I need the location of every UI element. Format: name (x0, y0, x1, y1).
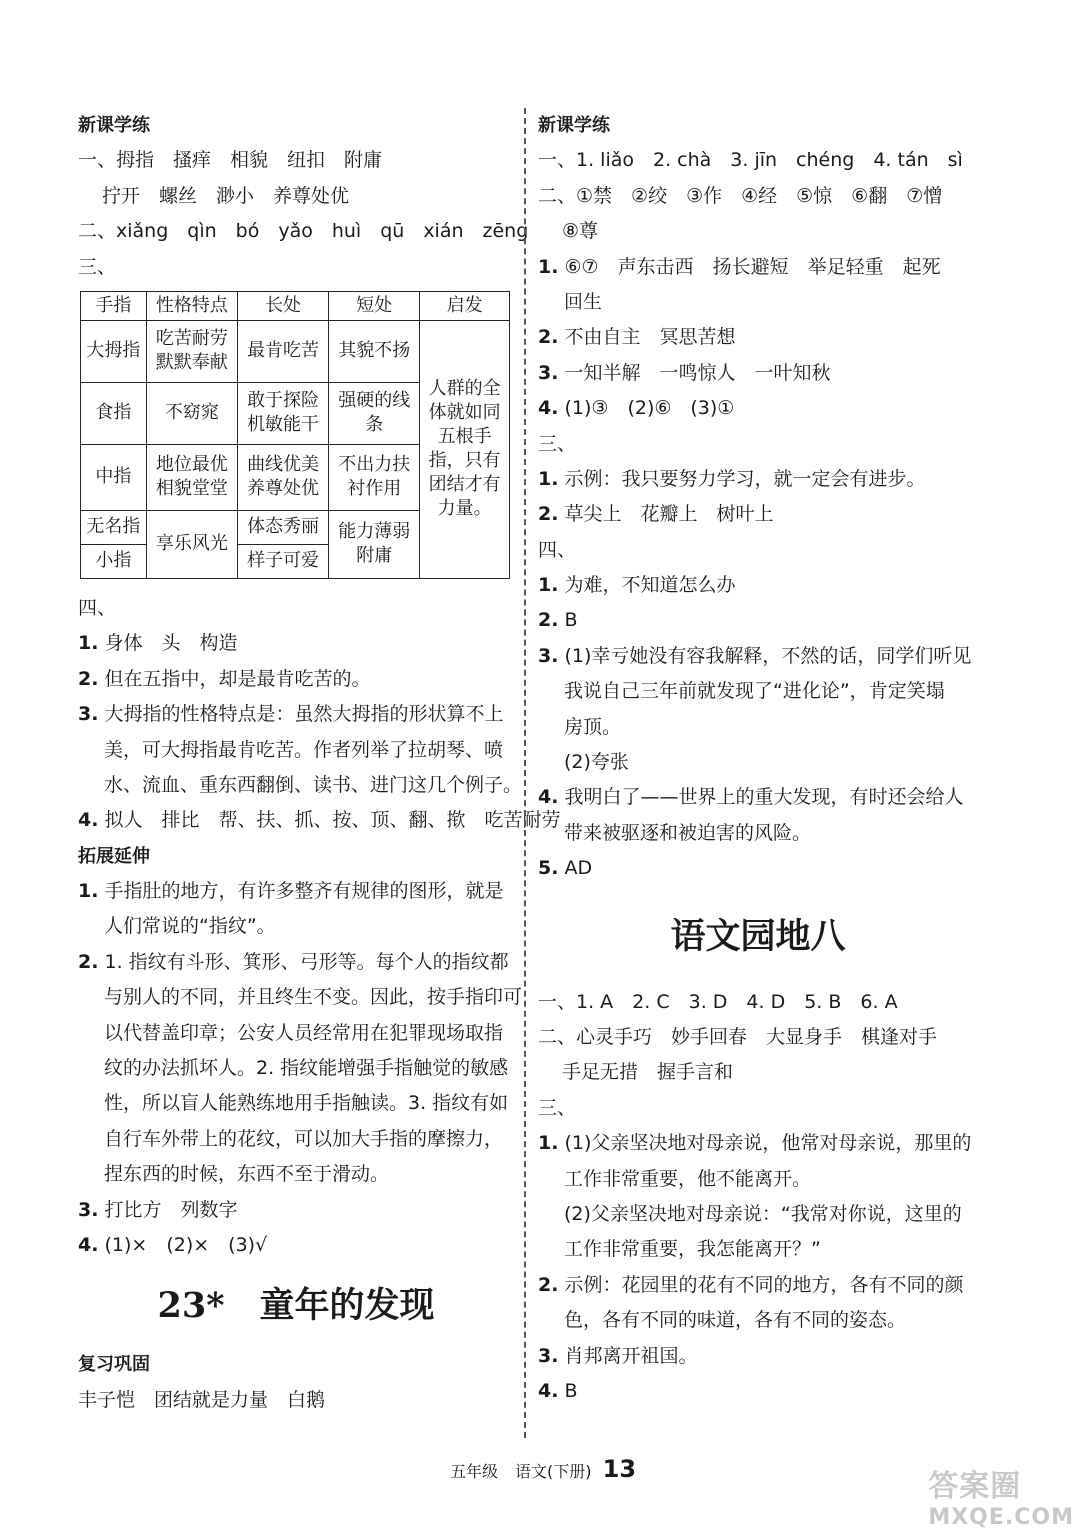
line-text: 示例：我只要努力学习，就一定会有进步。 (564, 467, 926, 490)
text-line (78, 874, 514, 909)
footer-grade: 五年级 (449, 1462, 498, 1481)
text-line (538, 851, 978, 886)
line-text: 纹的办法抓坏人。2. 指纹能增强手指触觉的敏感 (104, 1057, 509, 1080)
line-text: 我说自己三年前就发现了“进化论”，肯定笑塌 (564, 680, 945, 703)
text-line (78, 980, 523, 1015)
text-line (538, 710, 978, 745)
line-text: 四、 (538, 538, 577, 561)
text-line (78, 697, 514, 732)
text-line (78, 214, 529, 249)
text-line (538, 1091, 978, 1126)
text-line (78, 839, 514, 874)
line-text: 工作非常重要，我怎能离开？” (564, 1238, 821, 1261)
item-number: 4. (538, 1379, 559, 1402)
text-line (78, 803, 561, 838)
line-text: B (564, 609, 578, 632)
item-number: 1. (538, 255, 559, 278)
line-text: 不由自主 冥思苦想 (564, 326, 736, 349)
table-insight-cell: 人群的全体就如同五根手指，只有团结才有力量。 (420, 320, 510, 578)
item-number: 2. (78, 950, 99, 973)
page-number: 13 (602, 1455, 637, 1483)
table-cell: 敢于探险机敏能干 (237, 382, 328, 444)
left-column (78, 108, 561, 1418)
line-text: 回生 (564, 290, 603, 313)
text-line (78, 768, 523, 803)
text-line (538, 780, 978, 815)
item-number: 3. (78, 1198, 99, 1221)
text-line (538, 143, 978, 178)
text-line (78, 108, 514, 143)
table-cell: 体态秀丽 (237, 510, 328, 544)
lesson-title: 23* 童年的发现 (157, 1285, 435, 1327)
table-cell: 其貌不扬 (329, 320, 420, 382)
text-line (78, 591, 514, 626)
line-text: 示例：花园里的花有不同的地方，各有不同的颜 (564, 1273, 964, 1296)
line-text: (1)③ (2)⑥ (3)① (564, 397, 735, 420)
line-text: 草尖上 花瓣上 树叶上 (564, 503, 774, 526)
line-text: 美，可大拇指最肯吃苦。作者列举了拉胡琴、喷 (104, 738, 504, 761)
watermark-logo (928, 1461, 1074, 1530)
table-cell: 能力薄弱附庸 (329, 510, 420, 578)
item-number: 1. (78, 632, 99, 655)
text-line (538, 1374, 978, 1409)
item-number: 3. (78, 703, 99, 726)
line-text: 拧开 螺丝 渺小 养尊处优 (102, 184, 350, 207)
text-line (538, 745, 978, 780)
text-line (78, 143, 514, 178)
text-line (78, 179, 514, 214)
text-line (538, 285, 978, 320)
text-line (78, 1193, 514, 1228)
text-line (538, 674, 978, 709)
line-text: 拓展延伸 (78, 845, 150, 867)
item-number: 2. (538, 1273, 559, 1296)
text-line (78, 1016, 514, 1051)
item-number: 2. (78, 667, 99, 690)
line-text: 为难，不知道怎么办 (564, 574, 736, 597)
table-header-cell: 手指 (81, 291, 147, 320)
line-text: 自行车外带上的花纹，可以加大手指的摩擦力， (104, 1127, 504, 1150)
line-text: (1)父亲坚决地对母亲说，他常对母亲说，那里的 (564, 1132, 972, 1155)
table-cell: 强硬的线条 (329, 382, 420, 444)
text-line (538, 497, 978, 532)
line-text: 新课学练 (538, 115, 610, 136)
text-line (78, 662, 514, 697)
table-cell: 样子可爱 (237, 544, 328, 578)
line-text: 工作非常重要，他不能离开。 (564, 1167, 812, 1190)
text-line (538, 391, 978, 426)
item-number: 2. (538, 609, 559, 632)
line-text: ⑥⑦ 声东击西 扬长避短 举足轻重 起死 (564, 255, 941, 278)
line-text: (1)幸亏她没有容我解释，不然的话，同学们听见 (564, 644, 972, 667)
text-line (538, 214, 978, 249)
text-line (78, 1157, 514, 1192)
table-row (81, 320, 510, 382)
text-line (78, 1051, 514, 1086)
table-cell: 曲线优美养尊处优 (237, 444, 328, 510)
text-line (538, 603, 978, 638)
line-text: 三、 (538, 432, 577, 455)
line-text: 拟人 排比 帮、扶、抓、按、顶、翻、揿 吃苦耐劳 (104, 809, 561, 832)
line-text: (2)夸张 (564, 751, 629, 774)
right-column (538, 108, 978, 1409)
item-number: 2. (538, 503, 559, 526)
line-text: 一、1. A 2. C 3. D 4. D 5. B 6. A (538, 990, 898, 1013)
line-text: 一知半解 一鸣惊人 一叶知秋 (564, 361, 831, 384)
table-cell: 大拇指 (81, 320, 147, 382)
line-text: 色，各有不同的味道，各有不同的姿态。 (564, 1309, 907, 1332)
left-review (78, 1347, 514, 1418)
text-line (78, 1347, 514, 1382)
table-header-cell: 性格特点 (146, 291, 237, 320)
table-cell: 食指 (81, 382, 147, 444)
text-line (78, 250, 514, 285)
line-text: 三、 (538, 1096, 577, 1119)
item-number: 1. (538, 1132, 559, 1155)
text-line (78, 1122, 514, 1157)
line-text: AD (564, 857, 593, 880)
table-header-cell: 启发 (420, 291, 510, 320)
text-line (538, 179, 978, 214)
line-text: 一、拇指 搔痒 相貌 纽扣 附庸 (78, 149, 383, 172)
table-cell: 无名指 (81, 510, 147, 544)
right-answers (538, 108, 978, 887)
line-text: 二、xiǎng qìn bó yǎo huì qū xián zēng (78, 220, 529, 243)
text-line (78, 1086, 514, 1121)
finger-table (80, 291, 510, 579)
item-number: 3. (538, 361, 559, 384)
line-text: 新课学练 (78, 115, 150, 136)
text-line (538, 1020, 978, 1055)
text-line (538, 985, 978, 1020)
line-text: 手足无措 握手言和 (562, 1061, 734, 1084)
item-number: 4. (538, 786, 559, 809)
line-text: 但在五指中，却是最肯吃苦的。 (104, 667, 371, 690)
text-line (538, 108, 978, 143)
text-line (78, 626, 514, 661)
watermark-sub: MXQE.COM (928, 1505, 1074, 1530)
text-line (538, 1162, 978, 1197)
text-line (538, 639, 978, 674)
table-header-row (81, 291, 510, 320)
text-line (538, 427, 978, 462)
table-cell: 吃苦耐劳默默奉献 (146, 320, 237, 382)
text-line (538, 1232, 978, 1267)
line-text: 大拇指的性格特点是：虽然大拇指的形状算不上 (104, 703, 504, 726)
garden-answers (538, 985, 978, 1410)
table-cell: 不窈窕 (146, 382, 237, 444)
text-line (78, 1228, 514, 1263)
text-line (538, 462, 978, 497)
text-line (538, 1126, 978, 1161)
line-text: 身体 头 构造 (104, 632, 238, 655)
table-header-cell: 长处 (237, 291, 328, 320)
line-text: (2)父亲坚决地对母亲说：“我常对你说，这里的 (564, 1202, 962, 1225)
text-line (538, 1197, 978, 1232)
line-text: 人们常说的“指纹”。 (104, 915, 276, 938)
table-cell: 享乐风光 (146, 510, 237, 578)
table-cell: 中指 (81, 444, 147, 510)
text-line (78, 909, 514, 944)
text-line (78, 945, 514, 980)
table-cell: 地位最优相貌堂堂 (146, 444, 237, 510)
text-line (538, 1268, 978, 1303)
line-text: B (564, 1379, 578, 1402)
watermark-main: 答案圈 (928, 1469, 1022, 1504)
line-text: 一、1. liǎo 2. chà 3. jīn chéng 4. tán sì (538, 149, 963, 172)
item-number: 4. (78, 809, 99, 832)
line-text: 复习巩固 (78, 1354, 150, 1376)
text-line (78, 1383, 514, 1418)
item-number: 3. (538, 644, 559, 667)
line-text: 1. 指纹有斗形、箕形、弓形等。每个人的指纹都 (104, 950, 509, 973)
line-text: 四、 (78, 596, 117, 619)
line-text: 二、心灵手巧 妙手回春 大显身手 棋逢对手 (538, 1025, 938, 1048)
item-number: 1. (538, 467, 559, 490)
text-line (538, 1339, 978, 1374)
item-number: 5. (538, 857, 559, 880)
line-text: (1)× (2)× (3)√ (104, 1233, 268, 1256)
line-text: 手指肚的地方，有许多整齐有规律的图形，就是 (104, 880, 504, 903)
line-text: 水、流血、重东西翻倒、读书、进门这几个例子。 (104, 773, 523, 796)
text-line (538, 568, 978, 603)
left-answers (78, 591, 561, 1263)
text-line (78, 733, 514, 768)
table-header-cell: 短处 (329, 291, 420, 320)
text-line (538, 816, 978, 851)
garden-title: 语文园地八 (670, 915, 846, 957)
line-text: 性，所以盲人能熟练地用手指触读。3. 指纹有如 (104, 1092, 509, 1115)
text-line (538, 356, 978, 391)
line-text: 三、 (78, 255, 117, 278)
item-number: 4. (78, 1233, 99, 1256)
text-line (538, 250, 978, 285)
left-section-lines (78, 108, 529, 285)
item-number: 1. (538, 574, 559, 597)
item-number: 4. (538, 397, 559, 420)
text-line (538, 533, 978, 568)
line-text: 二、①禁 ②绞 ③作 ④经 ⑤惊 ⑥翻 ⑦憎 (538, 184, 943, 207)
item-number: 2. (538, 326, 559, 349)
line-text: 带来被驱逐和被迫害的风险。 (564, 821, 812, 844)
table-cell: 小指 (81, 544, 147, 578)
line-text: 打比方 列数字 (104, 1198, 238, 1221)
item-number: 1. (78, 880, 99, 903)
page-footer (0, 1455, 1086, 1483)
item-number: 3. (538, 1344, 559, 1367)
footer-subject: 语文(下册) (515, 1462, 592, 1481)
text-line (538, 1303, 978, 1338)
line-text: 丰子恺 团结就是力量 白鹅 (78, 1388, 326, 1411)
text-line (538, 320, 978, 355)
line-text: 我明白了——世界上的重大发现，有时还会给人 (564, 786, 964, 809)
line-text: 以代替盖印章；公安人员经常用在犯罪现场取指 (104, 1021, 504, 1044)
table-cell: 最肯吃苦 (237, 320, 328, 382)
line-text: 与别人的不同，并且终生不变。因此，按手指印可 (104, 986, 523, 1009)
line-text: 房顶。 (564, 715, 622, 738)
line-text: 捏东西的时候，东西不至于滑动。 (104, 1163, 390, 1186)
line-text: ⑧尊 (562, 220, 599, 243)
table-cell: 不出力扶衬作用 (329, 444, 420, 510)
column-divider (524, 108, 526, 1438)
text-line (538, 1055, 978, 1090)
line-text: 肖邦离开祖国。 (564, 1344, 698, 1367)
